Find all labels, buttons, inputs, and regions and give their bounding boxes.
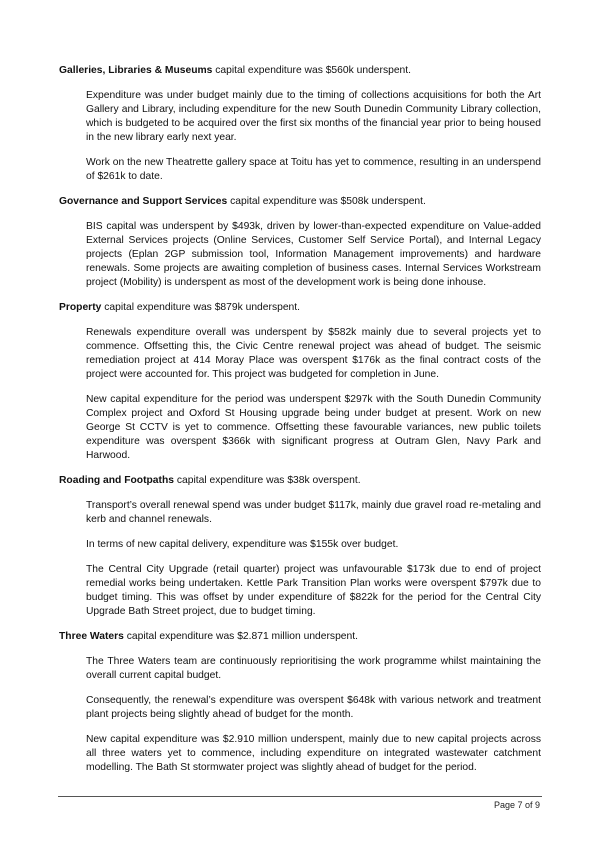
paragraph: The Central City Upgrade (retail quarter) project was unfavourable $173k due to end of project remedial works being undertaken. Kettle Park Transition Plan works were overspent $797k due to budget timing. This was offset by under expenditure of $822k for the period for the Central City Upgrade Bath Street project, due to budget timing. [86, 564, 541, 617]
paragraph: The Three Waters team are continuously reprioritising the work programme whilst maintaining the overall current capital budget. [86, 656, 541, 681]
section-summary: capital expenditure was $2.871 million underspent. [123, 631, 358, 642]
section-title: Governance and Support Services [59, 196, 228, 207]
page-number: Page 7 of 9 [493, 800, 540, 810]
section-heading-property [59, 301, 541, 315]
section-heading-three-waters [59, 630, 541, 644]
section-heading-governance [59, 195, 541, 209]
paragraph: Renewals expenditure overall was underspent by $582k mainly due to several projects yet to commence. Offsetting this, the Civic Centre renewal project was ahead of budget. The seismic remediation project at 414 Moray Place was overspent $176k as the final contract costs of the project were accounted for. This project was budgeted for completion in June. [86, 327, 541, 380]
footer-divider [58, 796, 542, 797]
section-summary: capital expenditure was $508k underspent. [227, 196, 426, 207]
section-title: Three Waters [59, 631, 124, 642]
section-heading-galleries [59, 64, 541, 78]
section-summary: capital expenditure was $879k underspent. [101, 302, 300, 313]
section-title: Property [59, 302, 102, 313]
section-title: Roading and Footpaths [59, 475, 174, 486]
paragraph: Work on the new Theatrette gallery space at Toitu has yet to commence, resulting in an underspend of $261k to date. [86, 157, 541, 182]
section-summary: capital expenditure was $560k underspent. [212, 65, 412, 76]
paragraph: In terms of new capital delivery, expenditure was $155k over budget. [86, 539, 399, 550]
paragraph: Transport’s overall renewal spend was under budget $117k, mainly due gravel road re-metaling and kerb and channel renewals. [86, 500, 541, 525]
section-summary: capital expenditure was $38k overspent. [173, 475, 361, 486]
section-heading-roading [59, 474, 541, 488]
section-title: Galleries, Libraries & Museums [59, 65, 213, 76]
paragraph: Expenditure was under budget mainly due to the timing of collections acquisitions for both the Art Gallery and Library, including expenditure for the new South Dunedin Community Library collection, which is budgeted to be acquired over the first six months of the financial year prior to being housed in the new library early next year. [86, 90, 541, 143]
paragraph: New capital expenditure was $2.910 million underspent, mainly due to new capital projects across all three waters yet to commence, including expenditure on integrated wastewater catchment modelling. The Bath St stormwater project was slightly ahead of budget for the period. [86, 734, 541, 773]
paragraph: New capital expenditure for the period was underspent $297k with the South Dunedin Community Complex project and Oxford St Housing upgrade being under budget at present. Work on new George St CCTV is yet to commence. Offsetting these favourable variances, new public toilets expenditure was overspent $366k with significant progress at Outram Glen, Navy Park and Harwood. [86, 394, 541, 461]
paragraph: BIS capital was underspent by $493k, driven by lower-than-expected expenditure on Value-added External Services projects (Online Services, Customer Self Service Portal), and Internal Legacy projects (Eplan 2GP submission tool, Information Management improvements) and hardware renewals. Some projects are awaiting completion of business cases. Internal Services Workstream project (Mobility) is underspent as most of the development work is being done inhouse. [86, 221, 541, 288]
paragraph: Consequently, the renewal’s expenditure was overspent $648k with various network and treatment plant projects being slightly ahead of budget for the month. [86, 695, 541, 720]
document-body [59, 64, 541, 786]
